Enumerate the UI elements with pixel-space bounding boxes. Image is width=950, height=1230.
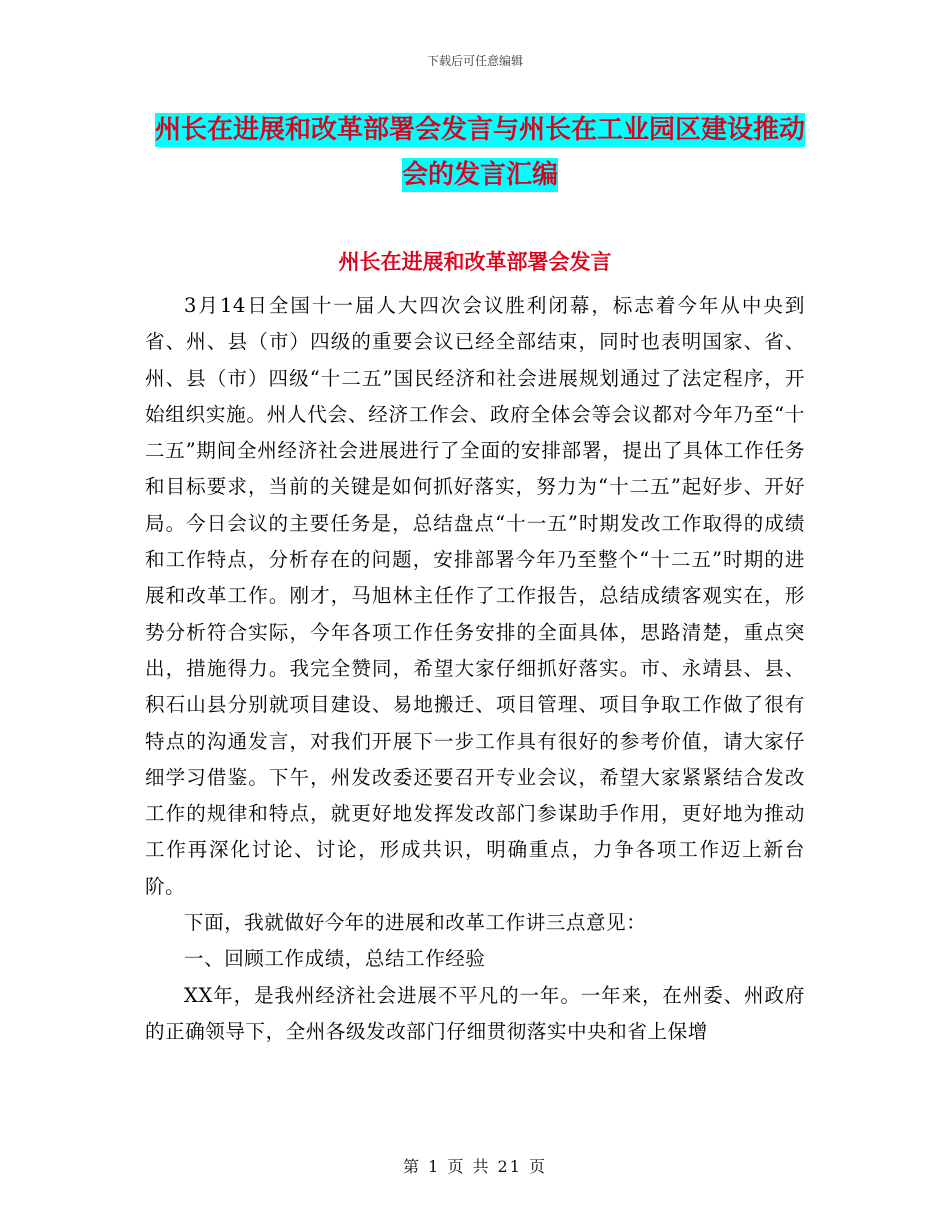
document-title	[150, 108, 810, 198]
paragraph: XX年，是我州经济社会进展不平凡的一年。一年来，在州委、州政府的正确领导下，全州各级发改部门仔细贯彻落实中央和省上保增	[145, 983, 805, 1043]
paragraph: 下面，我就做好今年的进展和改革工作讲三点意见：	[184, 911, 647, 935]
paragraph: 一、回顾工作成绩，总结工作经验	[184, 947, 486, 971]
page-header-note: 下载后可任意编辑	[426, 54, 523, 68]
document-body	[145, 288, 805, 1050]
section-title: 州长在进展和改革部署会发言	[338, 250, 612, 274]
paragraph: 3月14日全国十一届人大四次会议胜利闭幕，标志着今年从中央到省、州、县（市）四级的重要会议已经全部结束，同时也表明国家、省、州、县（市）四级“十二五”国民经济和社会进展规划通过了法定程序，开始组织实施。州人代会、经济工作会、政府全体会等会议都对今年乃至“十二五”期间全州经济社会进展进行了全面的安排部署，提出了具体工作任务和目标要求，当前的关键是如何抓好落实，努力为“十二五”起好步、开好局。今日会议的主要任务是，总结盘点“十一五”时期发改工作取得的成绩和工作特点，分析存在的问题，安排部署今年乃至整个“十二五”时期的进展和改革工作。刚才，马旭林主任作了工作报告，总结成绩客观实在，形势分析符合实际，今年各项工作任务安排的全面具体，思路清楚，重点突出，措施得力。我完全赞同，希望大家仔细抓好落实。市、永靖县、县、积石山县分别就项目建设、易地搬迁、项目管理、项目争取工作做了很有特点的沟通发言，对我们开展下一步工作具有很好的参考价值，请大家仔细学习借鉴。下午，州发改委还要召开专业会议，希望大家紧紧结合发改工作的规律和特点，就更好地发挥发改部门参谋助手作用，更好地为推动工作再深化讨论、讨论，形成共识，明确重点，力争各项工作迈上新台阶。	[145, 294, 805, 898]
page-number: 第 1 页 共 21 页	[403, 1157, 547, 1176]
document-title-highlight: 州长在进展和改革部署会发言与州长在工业园区建设推动会的发言汇编	[154, 115, 805, 190]
